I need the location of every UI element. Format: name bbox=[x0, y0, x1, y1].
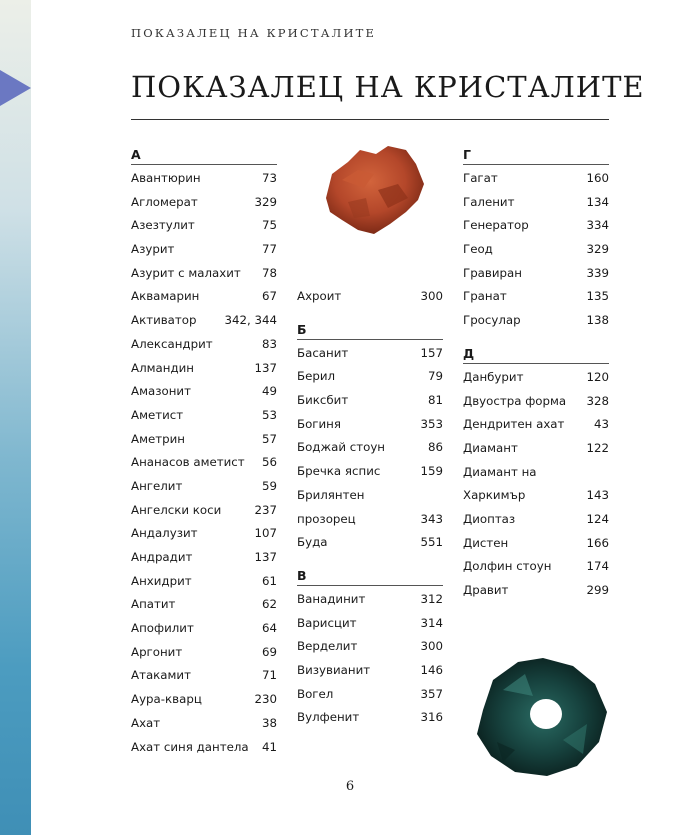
entry-name: Ахат bbox=[131, 715, 161, 730]
index-entry bbox=[463, 238, 609, 262]
entry-page: 316 bbox=[420, 710, 443, 725]
entry-name: Анхидрит bbox=[131, 573, 192, 588]
red-mineral-image bbox=[318, 140, 430, 240]
entry-name: Гагат bbox=[463, 171, 498, 185]
index-entry bbox=[297, 460, 443, 484]
index-entry bbox=[297, 531, 443, 555]
entry-name: Брилянтен bbox=[297, 487, 365, 502]
index-entry bbox=[131, 712, 277, 736]
index-entry bbox=[463, 285, 609, 309]
index-entry bbox=[297, 588, 443, 612]
index-entry bbox=[463, 390, 609, 414]
index-section bbox=[297, 285, 443, 309]
entry-name: Биксбит bbox=[297, 393, 349, 408]
entry-page: 59 bbox=[261, 478, 277, 493]
entry-name: Апофилит bbox=[131, 621, 194, 636]
entry-page: 328 bbox=[586, 393, 609, 408]
index-entry bbox=[131, 167, 277, 191]
section-letter: Д bbox=[463, 345, 609, 364]
index-entry bbox=[131, 475, 277, 499]
entry-page: 174 bbox=[586, 559, 609, 574]
entry-name: Аура-кварц bbox=[131, 692, 202, 707]
entry-name: Дистен bbox=[463, 535, 509, 550]
entry-name: Богиня bbox=[297, 416, 341, 431]
index-column-3 bbox=[463, 146, 609, 615]
entry-page: 73 bbox=[261, 171, 277, 185]
entry-page: 83 bbox=[261, 336, 277, 351]
index-entry bbox=[297, 436, 443, 460]
index-entry bbox=[131, 404, 277, 428]
entry-page: 157 bbox=[420, 345, 443, 360]
section-letter: А bbox=[131, 146, 277, 165]
index-entry bbox=[463, 214, 609, 238]
entry-page: 146 bbox=[420, 662, 443, 677]
index-entry bbox=[463, 461, 609, 485]
entry-page: 299 bbox=[586, 583, 609, 597]
entry-page: 334 bbox=[586, 218, 609, 233]
index-entry bbox=[463, 437, 609, 461]
entry-page: 120 bbox=[586, 369, 609, 384]
entry-page: 79 bbox=[427, 369, 443, 384]
index-entry bbox=[131, 333, 277, 357]
entry-name: Аквамарин bbox=[131, 289, 200, 304]
index-entry bbox=[131, 214, 277, 238]
entry-page: 300 bbox=[420, 639, 443, 654]
entry-page: 159 bbox=[420, 464, 443, 479]
entry-page: 339 bbox=[586, 265, 609, 280]
entry-name: Атакамит bbox=[131, 668, 191, 683]
index-entry bbox=[131, 428, 277, 452]
entry-page: 78 bbox=[261, 265, 277, 280]
index-entry bbox=[131, 546, 277, 570]
index-entry bbox=[297, 365, 443, 389]
index-entry bbox=[297, 285, 443, 309]
entry-page: 342, 344 bbox=[224, 313, 277, 328]
entry-page: 107 bbox=[254, 526, 277, 541]
entry-page: 138 bbox=[586, 313, 609, 328]
entry-page: 551 bbox=[420, 535, 443, 550]
entry-name: Двуостра форма bbox=[463, 393, 567, 408]
entry-name: Ахат синя дантела bbox=[131, 739, 249, 754]
entry-page: 57 bbox=[261, 431, 277, 446]
index-section bbox=[297, 567, 443, 730]
entry-page: 237 bbox=[254, 502, 277, 517]
entry-page: 62 bbox=[261, 597, 277, 612]
entry-page: 53 bbox=[261, 407, 277, 422]
index-entry bbox=[131, 285, 277, 309]
entry-page: 134 bbox=[586, 194, 609, 209]
entry-page: 124 bbox=[586, 511, 609, 526]
entry-name: Амазонит bbox=[131, 384, 191, 399]
section-letter: В bbox=[297, 567, 443, 586]
entry-page: 43 bbox=[593, 417, 609, 432]
index-entry bbox=[131, 309, 277, 333]
index-entry bbox=[131, 451, 277, 475]
index-entry bbox=[463, 309, 609, 333]
index-entry bbox=[131, 522, 277, 546]
entry-name: Визувианит bbox=[297, 662, 371, 677]
entry-name: Алмандин bbox=[131, 360, 194, 375]
entry-page: 77 bbox=[261, 242, 277, 257]
entry-page: 353 bbox=[420, 416, 443, 431]
entry-name: Азезтулит bbox=[131, 218, 195, 233]
entry-name: Буда bbox=[297, 535, 328, 550]
entry-page: 122 bbox=[586, 440, 609, 455]
index-section bbox=[131, 146, 277, 759]
entry-page: 143 bbox=[586, 488, 609, 503]
entry-name: Бречка яспис bbox=[297, 464, 381, 479]
entry-page: 230 bbox=[254, 692, 277, 707]
index-entry bbox=[131, 238, 277, 262]
entry-page: 75 bbox=[261, 218, 277, 233]
entry-page: 69 bbox=[261, 644, 277, 659]
entry-name: Генератор bbox=[463, 218, 529, 233]
index-entry bbox=[131, 617, 277, 641]
index-entry bbox=[297, 342, 443, 366]
entry-name: Гросулар bbox=[463, 313, 521, 328]
entry-name: Геод bbox=[463, 242, 493, 257]
entry-name: Дравит bbox=[463, 583, 509, 597]
index-entry bbox=[463, 579, 609, 603]
entry-page: 56 bbox=[261, 455, 277, 470]
index-entry bbox=[297, 683, 443, 707]
entry-name: Варисцит bbox=[297, 615, 357, 630]
index-entry bbox=[297, 389, 443, 413]
index-entry bbox=[463, 508, 609, 532]
index-entry bbox=[463, 413, 609, 437]
entry-page: 86 bbox=[427, 440, 443, 455]
index-entry bbox=[297, 413, 443, 437]
entry-page: 166 bbox=[586, 535, 609, 550]
index-entry bbox=[463, 262, 609, 286]
entry-name: Агломерат bbox=[131, 194, 198, 209]
index-column-1 bbox=[131, 146, 277, 771]
title-divider bbox=[131, 119, 609, 120]
index-entry bbox=[463, 191, 609, 215]
entry-name: Андрадит bbox=[131, 550, 193, 564]
entry-name: Басанит bbox=[297, 345, 349, 360]
index-entry bbox=[131, 357, 277, 381]
index-entry bbox=[131, 593, 277, 617]
index-entry bbox=[297, 508, 443, 532]
page-title: ПОКАЗАЛЕЦ НА КРИСТАЛИТЕ bbox=[131, 70, 645, 104]
index-entry bbox=[131, 570, 277, 594]
index-entry bbox=[131, 380, 277, 404]
page-edge-strip bbox=[0, 0, 31, 835]
entry-name: Боджай стоун bbox=[297, 440, 386, 455]
index-entry bbox=[463, 167, 609, 191]
running-head: ПОКАЗАЛЕЦ НА КРИСТАЛИТЕ bbox=[131, 26, 377, 40]
index-entry bbox=[297, 635, 443, 659]
entry-page: 61 bbox=[261, 573, 277, 588]
index-section bbox=[463, 345, 609, 603]
entry-page: 329 bbox=[586, 242, 609, 257]
entry-name: Активатор bbox=[131, 313, 197, 328]
index-entry bbox=[297, 659, 443, 683]
entry-page: 312 bbox=[420, 591, 443, 606]
entry-page: 300 bbox=[420, 289, 443, 303]
entry-page: 38 bbox=[261, 715, 277, 730]
entry-name: Ангелит bbox=[131, 478, 183, 493]
entry-page: 343 bbox=[420, 511, 443, 526]
page-number: 6 bbox=[345, 779, 355, 794]
entry-name: Харкимър bbox=[463, 488, 526, 503]
section-letter: Б bbox=[297, 321, 443, 340]
entry-page: 67 bbox=[261, 289, 277, 304]
index-entry bbox=[463, 532, 609, 556]
entry-page: 357 bbox=[420, 686, 443, 701]
entry-name: Азурит с малахит bbox=[131, 265, 241, 280]
entry-name: Дендритен ахат bbox=[463, 417, 565, 432]
index-entry bbox=[463, 366, 609, 390]
index-entry bbox=[131, 641, 277, 665]
index-entry bbox=[463, 484, 609, 508]
entry-name: Апатит bbox=[131, 597, 176, 612]
index-entry bbox=[131, 664, 277, 688]
entry-name: Александрит bbox=[131, 336, 213, 351]
entry-page: 64 bbox=[261, 621, 277, 636]
entry-name: Вулфенит bbox=[297, 710, 360, 725]
entry-page: 160 bbox=[586, 171, 609, 185]
entry-name: Ванадинит bbox=[297, 591, 366, 606]
entry-name: Аметрин bbox=[131, 431, 185, 446]
entry-page: 41 bbox=[261, 739, 277, 754]
entry-name: Ахроит bbox=[297, 289, 342, 303]
entry-name: Ананасов аметист bbox=[131, 455, 245, 470]
entry-page: 137 bbox=[254, 550, 277, 564]
entry-name: Долфин стоун bbox=[463, 559, 552, 574]
index-entry bbox=[131, 688, 277, 712]
entry-page: 137 bbox=[254, 360, 277, 375]
entry-name: прозорец bbox=[297, 511, 356, 526]
index-entry bbox=[131, 499, 277, 523]
entry-page: 314 bbox=[420, 615, 443, 630]
entry-page: 135 bbox=[586, 289, 609, 304]
entry-name: Вогел bbox=[297, 686, 334, 701]
entry-page: 81 bbox=[427, 393, 443, 408]
entry-page: 71 bbox=[261, 668, 277, 683]
index-section bbox=[463, 146, 609, 333]
entry-name: Диамант bbox=[463, 440, 518, 455]
entry-name: Авантюрин bbox=[131, 171, 201, 185]
page-tab-marker bbox=[0, 70, 31, 106]
entry-name: Диоптаз bbox=[463, 511, 516, 526]
entry-page: 49 bbox=[261, 384, 277, 399]
entry-name: Данбурит bbox=[463, 369, 524, 384]
entry-name: Галенит bbox=[463, 194, 515, 209]
index-entry bbox=[131, 191, 277, 215]
index-entry bbox=[131, 736, 277, 760]
index-entry bbox=[131, 262, 277, 286]
entry-name: Гравиран bbox=[463, 265, 522, 280]
entry-name: Ангелски коси bbox=[131, 502, 222, 517]
green-mineral-image bbox=[463, 650, 613, 780]
entry-name: Гранат bbox=[463, 289, 507, 304]
entry-name: Азурит bbox=[131, 242, 175, 257]
entry-name: Верделит bbox=[297, 639, 358, 654]
entry-name: Аргонит bbox=[131, 644, 183, 659]
index-entry bbox=[297, 484, 443, 508]
index-entry bbox=[297, 706, 443, 730]
index-entry bbox=[463, 555, 609, 579]
entry-name: Андалузит bbox=[131, 526, 198, 541]
entry-name: Берил bbox=[297, 369, 336, 384]
section-letter: Г bbox=[463, 146, 609, 165]
entry-name: Аметист bbox=[131, 407, 184, 422]
index-column-2 bbox=[297, 285, 443, 742]
index-entry bbox=[297, 612, 443, 636]
entry-page: 329 bbox=[254, 194, 277, 209]
index-section bbox=[297, 321, 443, 555]
entry-name: Диамант на bbox=[463, 464, 537, 479]
